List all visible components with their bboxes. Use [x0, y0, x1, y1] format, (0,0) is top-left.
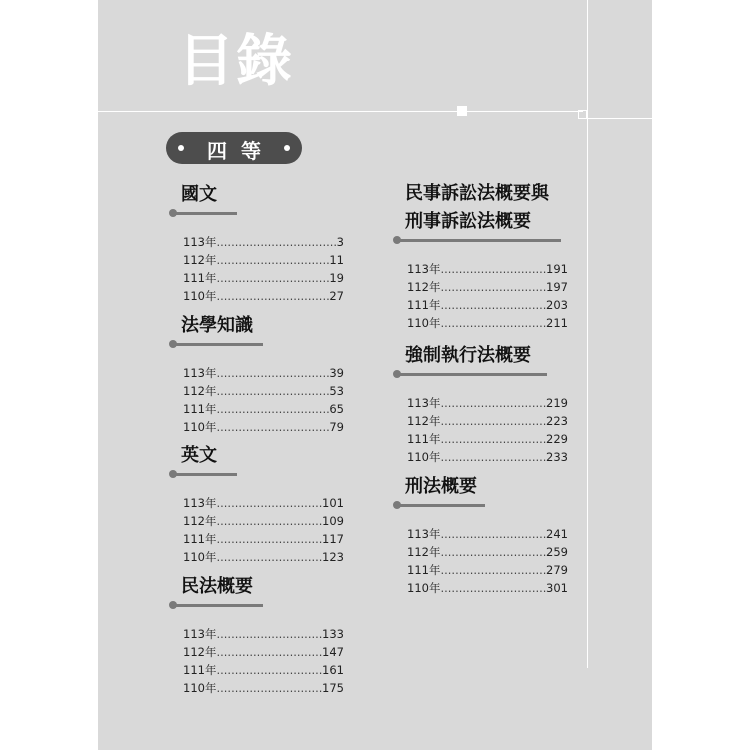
section-title: 英文 [181, 445, 217, 466]
divider-square-mark [457, 106, 467, 116]
corner-square-mark [578, 110, 587, 119]
toc-entry[interactable]: 110年 ..... 301 [407, 579, 568, 597]
section-civil-criminal-procedure [391, 181, 568, 332]
section-english [167, 443, 344, 566]
toc-entry[interactable]: 112年 ..... 11 [183, 251, 344, 269]
toc-entry[interactable]: 113年 ..... 3 [183, 233, 344, 251]
toc-entry[interactable]: 112年 ..... 147 [183, 643, 344, 661]
toc-entry[interactable]: 111年 ..... 117 [183, 530, 344, 548]
toc-entry[interactable]: 113年 ..... 191 [407, 260, 568, 278]
toc-entry[interactable]: 111年 ..... 19 [183, 269, 344, 287]
toc-entry[interactable]: 112年 ..... 109 [183, 512, 344, 530]
toc-entry[interactable]: 110年 ..... 79 [183, 418, 344, 436]
title-divider [98, 111, 583, 112]
section-title: 民法概要 [181, 576, 253, 597]
toc-entry[interactable]: 113年 ..... 101 [183, 494, 344, 512]
section-underline [167, 470, 344, 480]
right-divider [588, 118, 652, 119]
toc-entry[interactable]: 111年 ..... 279 [407, 561, 568, 579]
section-title: 法學知識 [181, 315, 253, 336]
toc-entry[interactable]: 111年 ..... 161 [183, 661, 344, 679]
toc-entry[interactable]: 113年 ..... 39 [183, 364, 344, 382]
pill-right-dot [284, 145, 290, 151]
toc-entry[interactable]: 110年 ..... 27 [183, 287, 344, 305]
toc-entry[interactable]: 112年 ..... 259 [407, 543, 568, 561]
level-pill [166, 132, 302, 164]
toc-entry[interactable]: 111年 ..... 65 [183, 400, 344, 418]
section-title: 刑法概要 [405, 476, 477, 497]
section-underline [391, 236, 568, 246]
toc-entry[interactable]: 112年 ..... 197 [407, 278, 568, 296]
section-title-line2: 刑事訴訟法概要 [405, 211, 531, 232]
section-underline [167, 209, 344, 219]
toc-entry[interactable]: 113年 ..... 219 [407, 394, 568, 412]
toc-entry[interactable]: 113年 ..... 241 [407, 525, 568, 543]
section-title-line1: 民事訴訟法概要與 [405, 183, 549, 204]
section-title: 國文 [181, 184, 217, 205]
toc-entry[interactable]: 111年 ..... 229 [407, 430, 568, 448]
toc-entry[interactable]: 111年 ..... 203 [407, 296, 568, 314]
section-civil-law [167, 574, 344, 697]
section-underline [391, 501, 568, 511]
section-underline [167, 601, 344, 611]
page-title: 目錄 [178, 29, 294, 94]
toc-entry[interactable]: 110年 ..... 123 [183, 548, 344, 566]
section-law-knowledge [167, 313, 344, 436]
toc-entry[interactable]: 110年 ..... 211 [407, 314, 568, 332]
toc-entry[interactable]: 112年 ..... 223 [407, 412, 568, 430]
section-underline [391, 370, 568, 380]
vertical-divider [587, 0, 588, 668]
toc-entry[interactable]: 110年 ..... 233 [407, 448, 568, 466]
level-pill-label: 四等 [207, 139, 275, 163]
toc-entry[interactable]: 110年 ..... 175 [183, 679, 344, 697]
section-underline [167, 340, 344, 350]
section-title: 強制執行法概要 [405, 345, 531, 366]
section-enforcement-law [391, 343, 568, 466]
section-criminal-law [391, 474, 568, 597]
toc-entry[interactable]: 112年 ..... 53 [183, 382, 344, 400]
section-chinese [167, 182, 344, 305]
toc-entry[interactable]: 113年 ..... 133 [183, 625, 344, 643]
